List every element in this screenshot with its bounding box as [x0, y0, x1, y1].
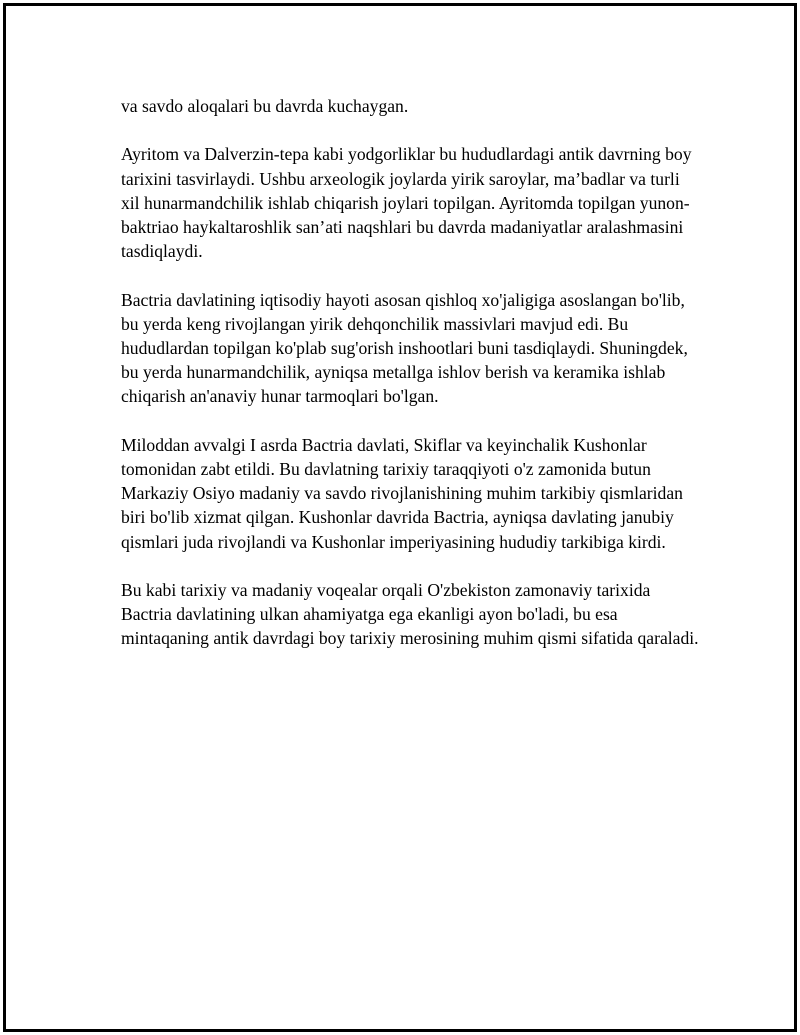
document-body: [121, 94, 701, 675]
paragraph-bactria-economy: Bactria davlatining iqtisodiy hayoti asosan qishloq xo'jaligiga asoslangan bo'lib, bu yerda keng rivojlangan yirik dehqonchilik massivlari mavjud edi. Bu hududlardan topilgan ko'plab sug'orish inshootlari buni tasdiqlaydi. Shuningdek, bu yerda hunarmandchilik, ayniqsa metallga ishlov berish va keramika ishlab chiqarish an'anaviy hunar tarmoqlari bo'lgan.: [121, 289, 688, 407]
paragraph-conclusion: Bu kabi tarixiy va madaniy voqealar orqali O'zbekiston zamonaviy tarixida Bactria davlatining ulkan ahamiyatga ega ekanligi ayon bo'ladi, bu esa mintaqaning antik davrdagi boy tarixiy merosining muhim qismi sifatida qaraladi.: [121, 580, 699, 649]
paragraph-continuation: va savdo aloqalari bu davrda kuchaygan.: [121, 96, 409, 116]
paragraph-bactria-conquest: Miloddan avvalgi I asrda Bactria davlati, Skiflar va keyinchalik Kushonlar tomonidan zabt etildi. Bu davlatning tarixiy taraqqiyoti o'z zamonida butun Markaziy Osiyo madaniy va savdo rivojlanishining muhim tarkibiy qismlaridan biri bo'lib xizmat qilgan. Kushonlar davrida Bactria, ayniqsa davlating janubiy qismlari juda rivojlandi va Kushonlar imperiyasining hududiy tarkibiga kirdi.: [121, 434, 683, 552]
document-page: [3, 3, 797, 1032]
paragraph-ayritom-dalverzin: Ayritom va Dalverzin-tepa kabi yodgorliklar bu hududlardagi antik davrning boy tarixini tasvirlaydi. Ushbu arxeologik joylarda yirik saroylar, ma’badlar va turli xil hunarmandchilik ishlab chiqarish joylari topilgan. Ayritomda topilgan yunon-baktriao haykaltaroshlik san’ati naqshlari bu davrda madaniyatlar aralashmasini tasdiqlaydi.: [121, 144, 692, 262]
